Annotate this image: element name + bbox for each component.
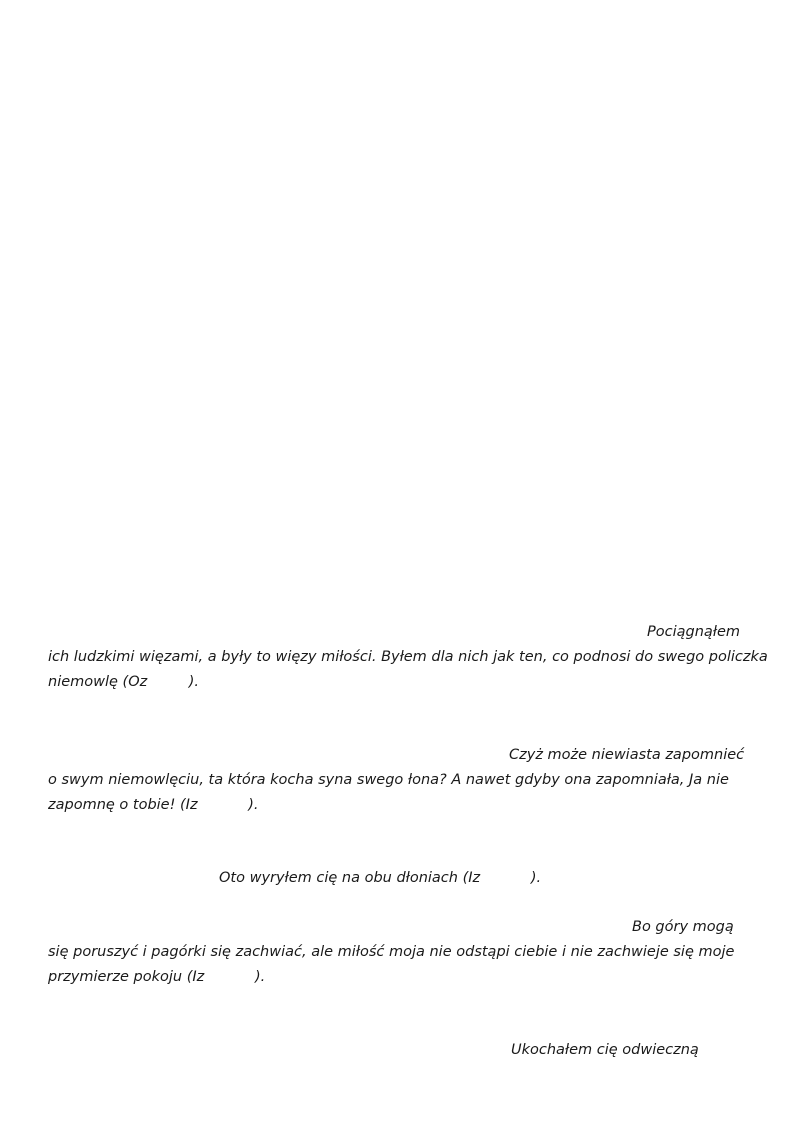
paragraph-4-line-3: przymierze pokoju (Iz ). — [48, 969, 266, 985]
paragraph-1-line-3: niemowlę (Oz ). — [48, 674, 199, 690]
paragraph-3-line-1: Oto wyryłem cię na obu dłoniach (Iz ). — [219, 870, 542, 886]
paragraph-1-line-2: ich ludzkimi więzami, a były to więzy miłości. Byłem dla nich jak ten, co podnosi do swego policzka — [48, 649, 768, 665]
paragraph-4-line-2: się poruszyć i pagórki się zachwiać, ale miłość moja nie odstąpi ciebie i nie zachwieje się moje — [48, 944, 735, 960]
paragraph-2-line-2: o swym niemowlęciu, ta która kocha syna swego łona? A nawet gdyby ona zapomniała, Ja nie — [48, 772, 729, 788]
paragraph-5-line-1: Ukochałem cię odwieczną — [511, 1042, 699, 1058]
paragraph-4-line-1: Bo góry mogą — [632, 919, 734, 935]
paragraph-1-line-1: Pociągnąłem — [647, 624, 740, 640]
paragraph-2-line-3: zapomnę o tobie! (Iz ). — [48, 797, 259, 813]
paragraph-2-line-1: Czyż może niewiasta zapomnieć — [509, 747, 745, 763]
